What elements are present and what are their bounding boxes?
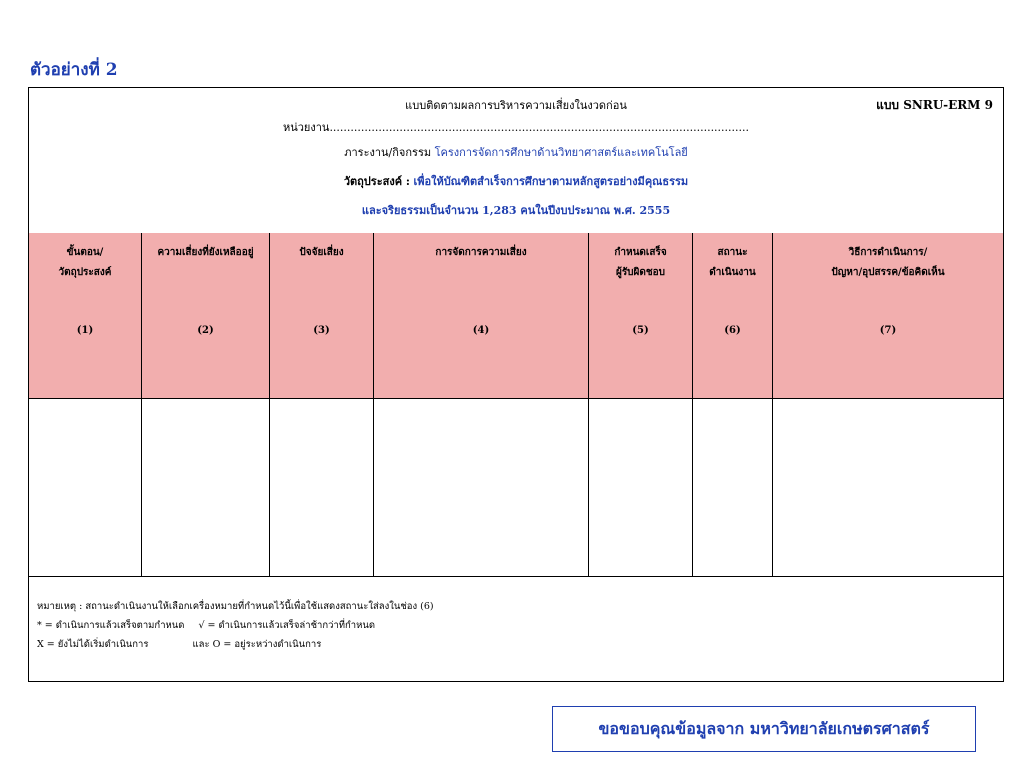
form-title: แบบติดตามผลการบริหารความเสี่ยงในงวดก่อน bbox=[405, 99, 627, 112]
column-4 bbox=[374, 233, 589, 576]
credit-box: ขอขอบคุณข้อมูลจาก มหาวิทยาลัยเกษตรศาสตร์ bbox=[552, 706, 976, 752]
notes-remark: หมายเหตุ : สถานะดำเนินงานให้เลือกเครื่องหมายที่กำหนดไว้นี้เพื่อใช้แสดงสถานะใส่ลงในช่อง (6) bbox=[37, 601, 434, 612]
column-number: (4) bbox=[472, 325, 490, 336]
column-title-line2: วัตถุประสงค์ bbox=[58, 267, 112, 278]
unit-line bbox=[29, 118, 1003, 136]
objective-label: วัตถุประสงค์ : bbox=[343, 175, 410, 188]
column-title-line2: ดำเนินงาน bbox=[709, 267, 756, 278]
column-3 bbox=[270, 233, 374, 576]
column-number: (1) bbox=[76, 325, 94, 336]
legend-o: และ O = อยู่ระหว่างดำเนินการ bbox=[192, 639, 322, 650]
column-title-line2: ปัญหา/อุปสรรค/ข้อคิดเห็น bbox=[831, 267, 945, 278]
column-header bbox=[693, 233, 772, 399]
form-header bbox=[29, 88, 1003, 234]
column-2 bbox=[142, 233, 270, 576]
example-label: ตัวอย่างที่ 2 bbox=[30, 60, 118, 80]
column-title-line1: กำหนดเสร็จ bbox=[614, 247, 667, 258]
notes-legend-row-2 bbox=[37, 635, 1003, 654]
column-title-line1: วิธีการดำเนินการ/ bbox=[848, 247, 928, 258]
column-header bbox=[773, 233, 1003, 399]
legend-x: X = ยังไม่ได้เริ่มดำเนินการ bbox=[37, 639, 149, 650]
column-title-line2: ผู้รับผิดชอบ bbox=[615, 267, 666, 278]
notes-legend-row-1 bbox=[37, 616, 1003, 635]
unit-label: หน่วยงาน bbox=[282, 121, 330, 134]
column-6 bbox=[693, 233, 773, 576]
notes-section bbox=[29, 576, 1003, 682]
objective-line bbox=[29, 172, 1003, 190]
column-title-line1: สถานะ bbox=[717, 247, 748, 258]
risk-follow-up-form bbox=[28, 87, 1004, 682]
objective-value-1: เพื่อให้บัณฑิตสำเร็จการศึกษาตามหลักสูตรอย่างมีคุณธรรม bbox=[413, 175, 689, 188]
column-5 bbox=[589, 233, 693, 576]
legend-check: √ = ดำเนินการแล้วเสร็จล่าช้ากว่าที่กำหนด bbox=[198, 620, 376, 631]
form-code: แบบ SNRU-ERM 9 bbox=[876, 98, 993, 112]
column-number: (3) bbox=[313, 325, 330, 336]
column-title-line1: ปัจจัยเสี่ยง bbox=[299, 247, 344, 258]
column-number: (2) bbox=[197, 325, 214, 336]
legend-star: * = ดำเนินการแล้วเสร็จตามกำหนด bbox=[37, 620, 185, 631]
column-header bbox=[270, 233, 373, 399]
task-value: โครงการจัดการศึกษาด้านวิทยาศาสตร์และเทคโนโลยี bbox=[434, 146, 688, 159]
task-line bbox=[29, 143, 1003, 161]
column-header bbox=[589, 233, 692, 399]
objective-value-2: และจริยธรรมเป็นจำนวน 1,283 คนในปีงบประมาณ พ.ศ. 2555 bbox=[361, 204, 671, 217]
column-number: (5) bbox=[632, 325, 649, 336]
column-number: (7) bbox=[879, 325, 897, 336]
table bbox=[29, 233, 1003, 576]
column-header bbox=[374, 233, 588, 399]
column-title-line1: การจัดการความเสี่ยง bbox=[435, 247, 527, 258]
column-header bbox=[142, 233, 269, 399]
column-number: (6) bbox=[724, 325, 741, 336]
column-title-line1: ความเสี่ยงที่ยังเหลืออยู่ bbox=[157, 247, 254, 258]
unit-dots: ........................................................................................................................ bbox=[329, 121, 750, 134]
column-7 bbox=[773, 233, 1003, 576]
task-label: ภาระงาน/กิจกรรม bbox=[344, 146, 432, 159]
column-title-line1: ขั้นตอน/ bbox=[66, 247, 104, 258]
column-header bbox=[29, 233, 141, 399]
column-1 bbox=[29, 233, 142, 576]
